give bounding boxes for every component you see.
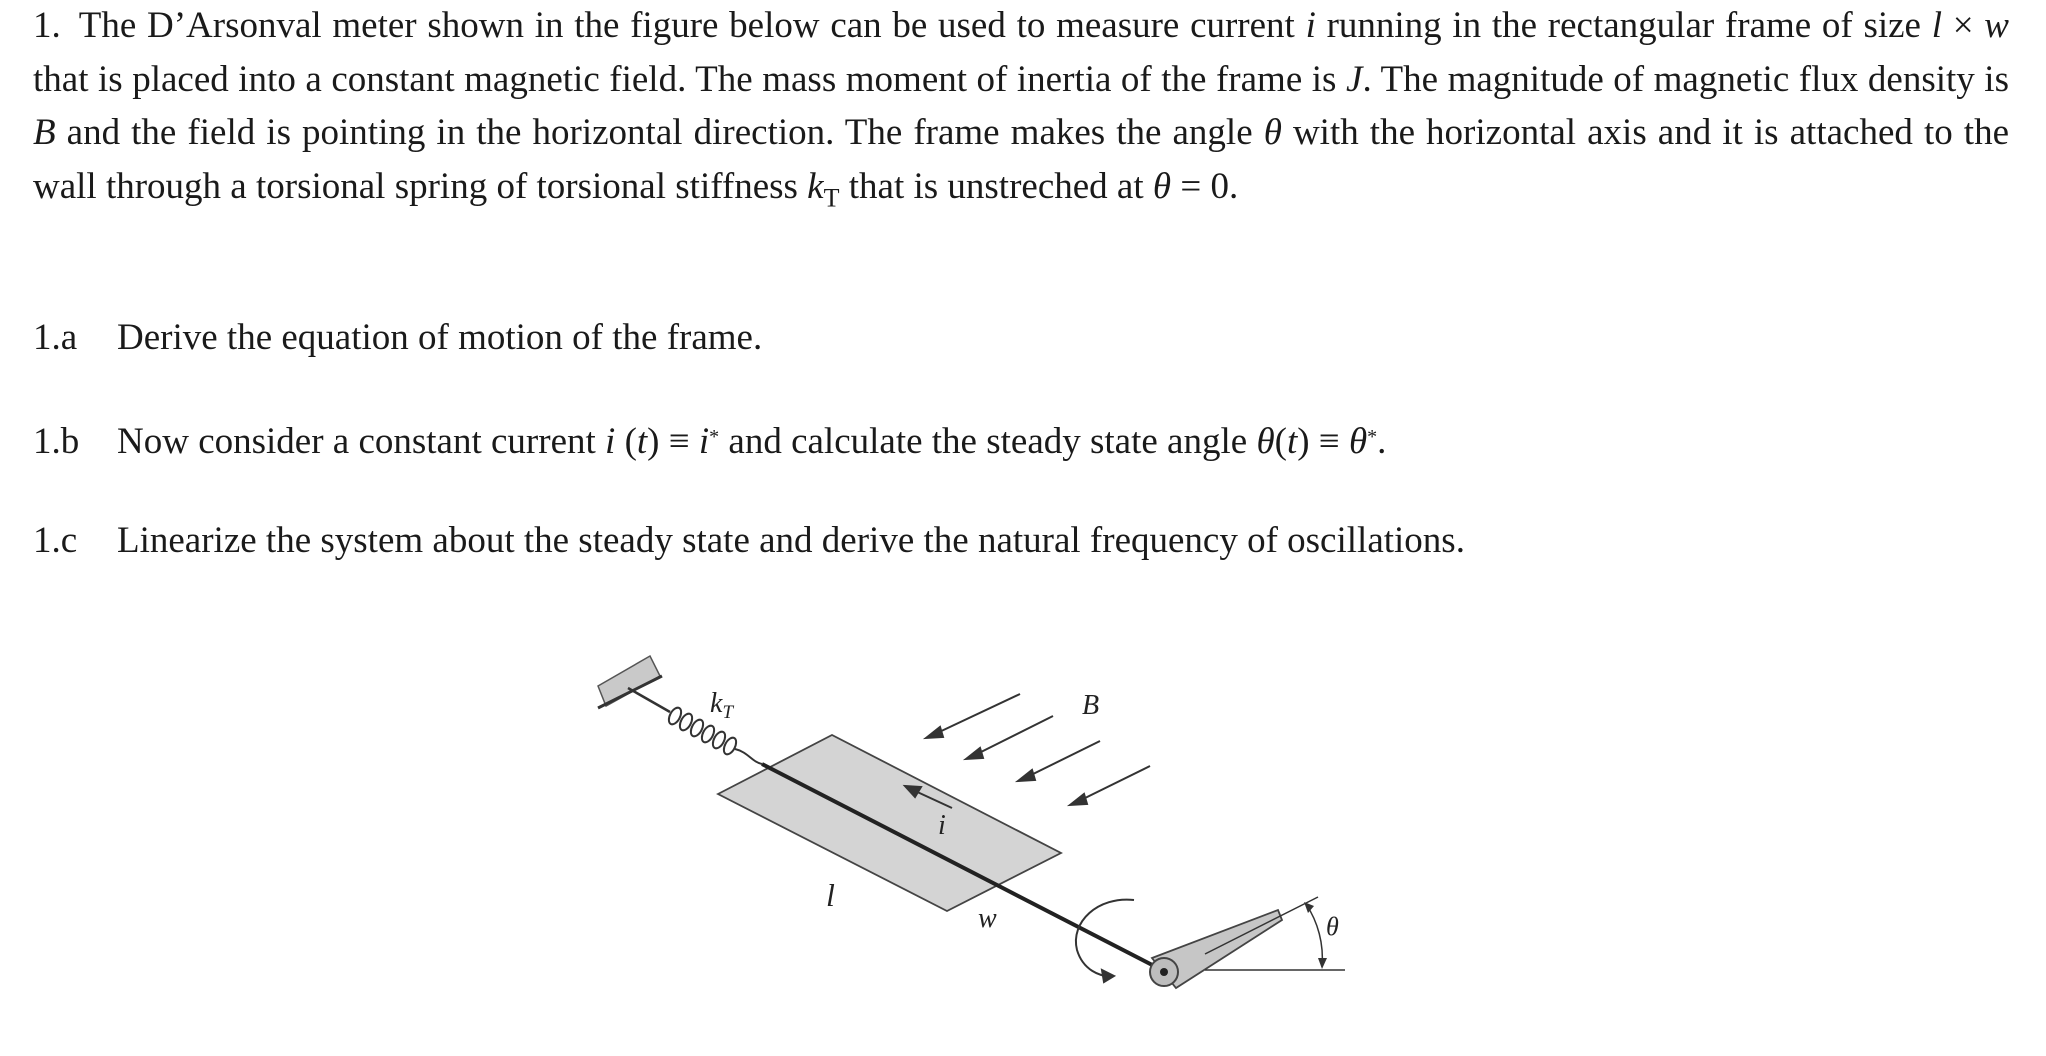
spring-stiffness-label: $k_T$ bbox=[710, 688, 734, 723]
text-run: Now consider a constant current bbox=[117, 421, 606, 462]
text-run: θ bbox=[1256, 421, 1275, 462]
length-label: l bbox=[826, 877, 835, 913]
text-run: k bbox=[807, 165, 824, 207]
problem-number: 1. bbox=[33, 5, 61, 46]
text-run: × bbox=[1941, 5, 1985, 46]
text-run: running in the rectangular frame of size bbox=[1315, 5, 1932, 46]
text-run: and the field is pointing in the horizontal direction. The frame makes the angle bbox=[55, 112, 1264, 153]
text-run: Linearize the system about the steady state and derive the natural frequency of oscillations. bbox=[117, 520, 1465, 561]
field-arrows bbox=[926, 694, 1150, 805]
text-run: w bbox=[1984, 5, 2009, 46]
field-label: B bbox=[1082, 690, 1100, 721]
text-run: with the horizontal axis and it is attached to the wall through a torsional spring of torsional stiffness bbox=[33, 112, 2009, 207]
text-run: = 0. bbox=[1171, 165, 1239, 207]
text-run: The D’Arsonval meter shown in the figure below can be used to measure current bbox=[78, 5, 1306, 46]
text-run: . bbox=[1377, 421, 1387, 462]
shaft-wall bbox=[628, 688, 670, 712]
text-run: that is unstreched at bbox=[839, 165, 1153, 207]
text-run: Derive the equation of motion of the frame. bbox=[117, 317, 763, 358]
pointer-reference bbox=[1205, 897, 1318, 954]
text-run: t bbox=[1286, 421, 1298, 462]
text-run: θ bbox=[1348, 421, 1368, 462]
text-run: θ bbox=[1263, 112, 1282, 153]
text-run: i bbox=[698, 421, 710, 462]
shaft bbox=[762, 764, 1160, 969]
text-run: * bbox=[1367, 426, 1378, 448]
angle-arc bbox=[1306, 904, 1322, 967]
part-a-label: 1.a bbox=[33, 317, 78, 358]
current-label: i bbox=[938, 810, 946, 841]
text-run: ( bbox=[615, 421, 637, 462]
text-run: J bbox=[1346, 58, 1363, 100]
text-run: T bbox=[823, 182, 840, 212]
text-run: * bbox=[709, 426, 720, 448]
rectangular-frame bbox=[718, 735, 1061, 911]
text-run: ( bbox=[1274, 421, 1287, 462]
text-run: that is placed into a constant magnetic field. The mass moment of inertia of the frame is bbox=[33, 58, 1346, 100]
width-label: w bbox=[978, 903, 997, 934]
text-run: ) ≡ bbox=[1297, 421, 1349, 462]
text-run: i bbox=[1305, 5, 1316, 46]
part-b-label: 1.b bbox=[33, 421, 80, 462]
text-run: B bbox=[33, 112, 56, 153]
text-run: θ bbox=[1152, 165, 1172, 207]
text-run: i bbox=[605, 421, 616, 462]
text-run: . The magnitude of magnetic flux density is bbox=[1362, 58, 2009, 100]
text-run: t bbox=[636, 421, 648, 462]
text-run: ) ≡ bbox=[647, 421, 699, 462]
text-run: and calculate the steady state angle bbox=[719, 421, 1257, 462]
angle-label: θ bbox=[1326, 912, 1339, 941]
text-run: l bbox=[1931, 5, 1942, 46]
part-c-label: 1.c bbox=[33, 520, 78, 561]
